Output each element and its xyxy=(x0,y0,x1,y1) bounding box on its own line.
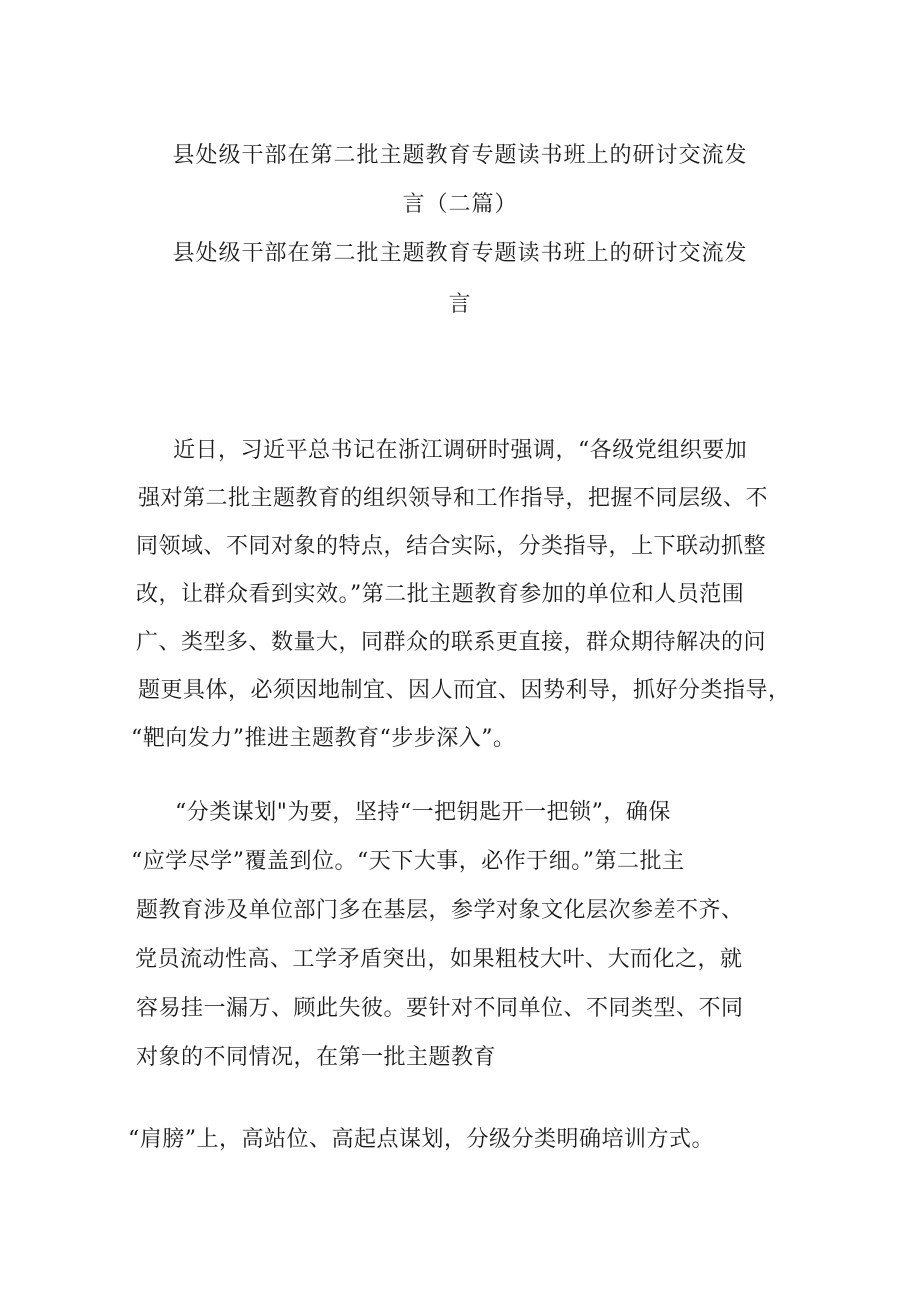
title-sub-line-2: 言 xyxy=(448,292,472,317)
paragraph-2-line-3: 题教育涉及单位部门多在基层，参学对象文化层次参差不齐、 xyxy=(136,898,744,923)
paragraph-1-line-5: 广、类型多、数量大，同群众的联系更直接，群众期待解决的问 xyxy=(136,630,767,655)
title-main-line-1: 县处级干部在第二批主题教育专题读书班上的研讨交流发 xyxy=(172,143,748,168)
paragraph-1-line-2: 强对第二批主题教育的组织领导和工作指导，把握不同层级、不 xyxy=(138,486,769,511)
paragraph-3-line-1: “肩膀”上，高站位、高起点谋划，分级分类明确培训方式。 xyxy=(128,1127,714,1152)
paragraph-1-line-6: 题更具体，必须因地制宜、因人而宜、因势利导，抓好分类指导， xyxy=(138,678,791,703)
paragraph-1-line-1: 近日，习近平总书记在浙江调研时强调，“各级党组织要加 xyxy=(173,438,748,463)
title-sub-line-1: 县处级干部在第二批主题教育专题读书班上的研讨交流发 xyxy=(172,241,748,266)
paragraph-2-line-6: 对象的不同情况，在第一批主题教育 xyxy=(136,1045,497,1070)
paragraph-1-line-7: “靶向发力”推进主题教育“步步深入”。 xyxy=(131,726,516,751)
paragraph-1-line-3: 同领域、不同对象的特点，结合实际，分类指导，上下联动抓整 xyxy=(136,534,767,559)
paragraph-1-line-4: 改，让群众看到实效。”第二批主题教育参加的单位和人员范围 xyxy=(136,582,745,607)
paragraph-2-line-2: “应学尽学”覆盖到位。“天下大事，必作于细。”第二批主 xyxy=(131,849,685,874)
paragraph-2-line-1: “分类谋划"为要，坚持“一把钥匙开一把锁”，确保 xyxy=(175,800,671,825)
paragraph-2-line-5: 容易挂一漏万、顾此失彼。要针对不同单位、不同类型、不同 xyxy=(136,996,744,1021)
title-main-line-2: 言（二篇） xyxy=(402,192,518,217)
paragraph-2-line-4: 党员流动性高、工学矛盾突出，如果粗枝大叶、大而化之，就 xyxy=(135,947,743,972)
